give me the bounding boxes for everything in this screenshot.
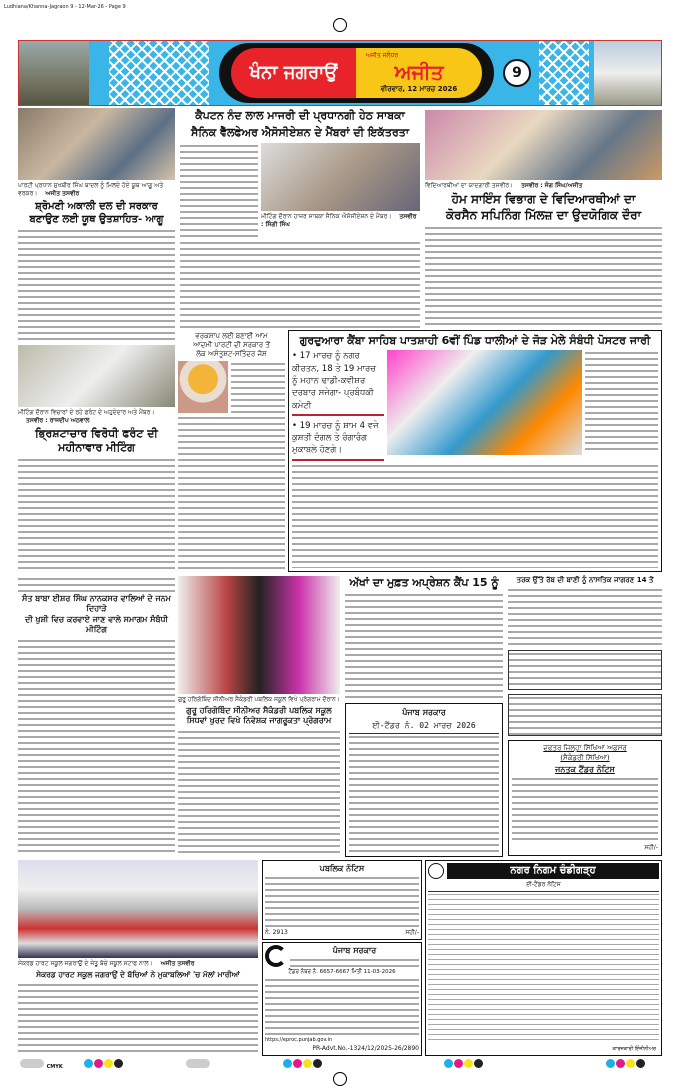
workshop-body-2: [178, 415, 285, 572]
front-caption: ਮੀਟਿੰਗ ਦੌਰਾਨ ਵਿਚਾਰਾਂ ਦੇ ਰਹੇ ਫਰੰਟ ਦੇ ਅਹੁਦੇਦਾਰ ਅਤੇ ਮੈਂਬਰ।: [18, 408, 155, 416]
school-body: [178, 729, 340, 856]
eyecamp-headline: ਅੱਖਾਂ ਦਾ ਮੁਫ਼ਤ ਅਪ੍ਰੇਸ਼ਨ ਕੈਂਪ 15 ਨੂੰ: [349, 576, 499, 589]
punjab-dept: [290, 957, 419, 967]
majri-photo-block: [261, 143, 420, 238]
eyecamp-body: [345, 592, 503, 698]
majri-credit: ਤਸਵੀਰ : ਸਿੰਗੀ ਸਿੰਘ: [261, 213, 417, 228]
homescience-headline: [425, 192, 662, 223]
headline-line: ਲੋਕ ਅਸੰਤੁਸ਼ਟ-ਸਤਿੰਦਰ ਜੋਸ਼: [196, 350, 267, 359]
masthead-pattern: [109, 41, 209, 105]
headline-line: ਸੈਨਿਕ ਵੈੱਲਫੇਅਰ ਐਸੋਸੀਏਸ਼ਨ ਦੇ ਮੈਂਬਰਾਂ ਦੀ ਇਕੱਤਰਤਾ: [191, 126, 409, 139]
workshop-headline: [178, 332, 285, 359]
mc-table: [428, 891, 659, 1044]
notice-ad-top: [508, 694, 662, 736]
headline-line: ਕੈਪਟਨ ਨੰਦ ਲਾਲ ਮਾਜਰੀ ਦੀ ਪ੍ਰਧਾਨਗੀ ਹੇਠ ਸਾਬਕਾ: [195, 109, 405, 122]
tender-details: [349, 733, 499, 853]
homescience-photo: [425, 110, 662, 180]
homescience-body: [425, 225, 662, 328]
headline-line: ਸਿਧਵਾਂ ਖੁਰਦ ਵਿਖੇ ਨਿਵੇਸ਼ਕ ਜਾਗਰੂਕਤਾ ਪ੍ਰੋਗਰਾਮ: [186, 716, 332, 726]
brand-block: [356, 48, 482, 98]
homescience-caption-block: [425, 182, 662, 190]
headline-line: ਸ਼੍ਰੋਮਣੀ ਅਕਾਲੀ ਦਲ ਦੀ ਸਰਕਾਰ: [35, 201, 158, 212]
headline-line: ਮਹੀਨਾਵਾਰ ਮੀਟਿੰਗ: [58, 441, 135, 454]
school-caption: ਗੁਰੂ ਹਰਿਗੋਬਿੰਦ ਸੀਨੀਅਰ ਸੈਕੰਡਰੀ ਪਬਲਿਕ ਸਕੂਲ ਵਿਖੇ ਪ੍ਰੋਗਰਾਮ ਦੌਰਾਨ।: [178, 696, 340, 703]
front-caption-block: [18, 409, 175, 425]
edition-name: ਖੰਨਾ ਜਗਰਾਉਂ: [231, 48, 356, 98]
masthead-photo-left: [19, 41, 89, 105]
front-photo: [18, 345, 175, 407]
district-title: ਜਨਤਕ ਟੈਂਡਰ ਨੋਟਿਸ: [555, 765, 615, 774]
sacred-headline: ਸੇਕਰਡ ਹਾਰਟ ਸਕੂਲ ਜਗਰਾਉਂ ਦੇ ਬੱਚਿਆਂ ਨੇ ਮੁਕਾਬਲਿਆਂ 'ਚ ਮੱਲਾਂ ਮਾਰੀਆਂ: [36, 970, 240, 979]
headline-line: ਦੀ ਖੁਸ਼ੀ ਵਿਚ ਕਰਵਾਏ ਜਾਣ ਵਾਲੇ ਸਮਾਗਮ ਸੰਬੰਧੀ ਮੀਟਿੰਗ: [25, 614, 168, 635]
school-story: [178, 576, 340, 856]
akali-body: [18, 228, 175, 343]
punjab-logo-icon: [265, 945, 287, 967]
district-line: ਦਫ਼ਤਰ ਜ਼ਿਲ੍ਹਾ ਸਿੱਖਿਆ ਅਫ਼ਸਰ: [543, 744, 627, 752]
gurdwara-body-right: [585, 350, 658, 450]
brand-logo: ਅਜੀਤ: [394, 60, 444, 84]
public-notice-ad: [262, 860, 422, 940]
majri-body: [180, 143, 258, 238]
mc-emblem-icon: [428, 863, 444, 879]
mc-subtitle: ਈ-ਟੈਂਡਰ ਨੋਟਿਸ: [526, 881, 561, 888]
majri-headline: [180, 107, 420, 141]
gurdwara-photo: [387, 350, 582, 455]
workshop-photo: [178, 361, 228, 413]
workshop-row: [178, 361, 285, 413]
cmyk-label: CMYK: [46, 1064, 63, 1070]
brand-sub: ਅਜੀਤ ਜਲੰਧਰ: [366, 52, 399, 59]
majri-caption-block: [261, 213, 420, 229]
punjab-url[interactable]: https://eproc.punjab.gov.in: [265, 1037, 333, 1043]
akali-caption: ਪਾਰਟੀ ਪ੍ਰਧਾਨ ਸੁਖਬੀਰ ਸਿੰਘ ਬਾਦਲ ਨੂੰ ਮਿਲਦੇ ਹੋਏ ਯੂਥ ਆਗੂ ਅਤੇ ਵਰਕਰ।: [18, 182, 164, 197]
school-headline: [178, 706, 340, 727]
sacred-story: [18, 860, 258, 1056]
sacred-credit: ਅਜੀਤ ਤਸਵੀਰ: [160, 960, 195, 967]
tarak-headline: ਤਰਕ ਉੱਤੇ ਰੱਬ ਦੀ ਬਾਣੀ ਨੂੰ ਨਾਸਤਿਕ ਜਾਗਰਣ 14 ਤੋਂ: [516, 576, 654, 584]
homescience-caption: ਵਿਦਿਆਰਥੀਆਂ ਦਾ ਯਾਦਗਾਰੀ ਤਸਵੀਰ।: [425, 182, 514, 189]
majri-body-2: [180, 240, 420, 328]
small-ad: [508, 650, 662, 690]
punjab-body: [265, 977, 419, 1036]
public-notice-title: ਪਬਲਿਕ ਨੋਟਿਸ: [319, 864, 365, 873]
workshop-story: [178, 332, 285, 572]
front-credit: ਤਸਵੀਰ : ਰਾਜਦੀਪ ਅਠਵਾਲ: [26, 416, 90, 424]
punjab-tender-line: ਟੈਂਡਰ ਨੰਬਰ ਨੰ. 6657-6667 ਮਿਤੀ 11-03-2026: [288, 969, 396, 975]
gurdwara-box: [288, 330, 662, 572]
majri-caption: ਮੀਟਿੰਗ ਦੌਰਾਨ ਹਾਜ਼ਰ ਸਾਬਕਾ ਸੈਨਿਕ ਐਸੋਸੀਏਸ਼ਨ ਦੇ ਮੈਂਬਰ।: [261, 213, 392, 220]
issue-date: ਵੀਰਵਾਰ, 12 ਮਾਰਚ 2026: [380, 85, 458, 93]
headline-line: ਕੋਰਸੈਨ ਸਪਿਨਿੰਗ ਮਿੱਲਜ਼ ਦਾ ਉਦਯੋਗਿਕ ਦੌਰਾ: [445, 207, 642, 222]
akali-photo: [18, 108, 175, 180]
mc-tender-ad: [425, 860, 662, 1056]
eyecamp-story: [345, 576, 503, 698]
mc-footer: ਕਾਰਜਕਾਰੀ ਇੰਜੀਨੀਅਰ: [612, 1046, 656, 1052]
punjab-header-text: [290, 945, 419, 967]
sacred-caption: ਸੇਕਰਡ ਹਾਰਟ ਸਕੂਲ ਜਗਰਾਉਂ ਦੇ ਜੇਤੂ ਬੱਚੇ ਸਕੂਲ ਸਟਾਫ ਨਾਲ।: [18, 960, 153, 967]
tarak-body: [508, 587, 662, 648]
headline-line: ਸੰਤ ਬਾਬਾ ਈਸ਼ਰ ਸਿੰਘ ਨਾਨਕਸਰ ਵਾਲਿਆਂ ਦੇ ਜਨਮ ਦਿਹਾੜੇ: [22, 594, 171, 614]
print-slug: Ludhiana/Khanna-Jagraon 9 - 12-Mar-26 - Page 9: [4, 4, 126, 10]
headline-line: ਹੋਮ ਸਾਇੰਸ ਵਿਭਾਗ ਦੇ ਵਿਦਿਆਰਥੀਆਂ ਦਾ: [451, 192, 636, 206]
akali-credit: ਅਜੀਤ ਤਸਵੀਰ: [45, 190, 80, 197]
page-number: 9: [503, 59, 531, 87]
headline-line: ਵਰਕਸ਼ਾਪ ਲਈ ਬਣਾਈ ਆਮ: [195, 332, 268, 340]
sacred-caption-block: [18, 960, 258, 968]
masthead-pattern: [539, 41, 589, 105]
majri-photo: [261, 143, 420, 211]
registration-mark-icon: [333, 1072, 347, 1086]
bullet-text: 19 ਮਾਰਚ ਨੂੰ ਸ਼ਾਮ 4 ਵਜੇ ਕੁਸ਼ਤੀ ਦੰਗਲ ਤੇ ਰੰਗਾਰੰਗ ਮੁਕਾਬਲੇ ਹੋਣਗੇ।: [292, 420, 379, 456]
tender-ad: [345, 703, 503, 857]
sant-story: [18, 576, 175, 856]
front-body-end: [18, 576, 175, 592]
homescience-story: [425, 110, 662, 328]
public-notice-body: [265, 875, 419, 928]
majri-row: [180, 143, 420, 238]
mc-title: ਨਗਰ ਨਿਗਮ ਚੰਡੀਗੜ੍ਹ: [447, 863, 659, 879]
headline-line: ਗੁਰੂ ਹਰਿਗੋਬਿੰਦ ਸੀਨੀਅਰ ਸੈਕੰਡਰੀ ਪਬਲਿਕ ਸਕੂਲ: [186, 706, 332, 715]
homescience-credit: ਤਸਵੀਰ : ਜੰਗ ਸਿੰਘ/ਅਜੀਤ: [521, 182, 583, 189]
sacred-body: [18, 982, 258, 1056]
district-tender-ad: [508, 740, 662, 856]
punjab-title: ਪੰਜਾਬ ਸਰਕਾਰ: [332, 946, 377, 955]
akali-headline: [18, 200, 175, 226]
tarak-story: [508, 576, 662, 690]
akali-caption-block: [18, 182, 175, 198]
gurdwara-body: [292, 463, 658, 568]
majri-story: [180, 107, 420, 328]
gurdwara-headline: ਗੁਰਦੁਆਰਾ ਕੈਂਬਾ ਸਾਹਿਬ ਪਾਤਸ਼ਾਹੀ 6ਵੀਂ ਪਿੰਡ ਧਾਲੀਆਂ ਦੇ ਜੋੜ ਮੇਲੇ ਸੰਬੰਧੀ ਪੋਸਟਰ ਜਾਰੀ: [299, 334, 651, 347]
public-notice-sign: ਸਹੀ/-: [405, 929, 419, 936]
bullet-item: • 19 ਮਾਰਚ ਨੂੰ ਸ਼ਾਮ 4 ਵਜੇ ਕੁਸ਼ਤੀ ਦੰਗਲ ਤੇ ਰੰਗਾਰੰਗ ਮੁਕਾਬਲੇ ਹੋਣਗੇ।: [292, 420, 384, 461]
sant-body: [18, 638, 175, 856]
mc-header: [428, 863, 659, 879]
district-sign: ਸਹੀ/-: [644, 844, 658, 851]
district-body: [512, 776, 658, 843]
tender-number: ਈ-ਟੈਂਡਰ ਨੰ. 02 ਮਾਰਚ 2026: [372, 721, 476, 730]
masthead-photo-right: [594, 41, 661, 105]
bullet-item: • 17 ਮਾਰਚ ਨੂੰ ਨਗਰ ਕੀਰਤਨ, 18 ਤੇ 19 ਮਾਰਚ ਨੂੰ ਮਹਾਨ ਢਾਡੀ-ਕਵੀਸ਼ਰ ਦਰਬਾਰ ਸਜੇਗਾ- ਪ੍ਰਬੰਧਕੀ ਕਮੇਟੀ: [292, 350, 384, 416]
left-column: [18, 108, 175, 572]
masthead: [18, 40, 662, 106]
tender-title: ਪੰਜਾਬ ਸਰਕਾਰ: [402, 708, 446, 717]
headline-line: ਬਣਾਉਣ ਲਈ ਯੂਥ ਉਤਸ਼ਾਹਿਤ- ਆਗੂ: [29, 214, 164, 225]
workshop-body: [231, 361, 285, 413]
front-headline: [18, 427, 175, 456]
headline-line: ਆਦਮੀ ਪਾਰਟੀ ਦੀ ਸਰਕਾਰ ਤੋਂ: [193, 341, 270, 350]
punjab-header: [265, 945, 419, 967]
front-body: [18, 457, 175, 572]
punjab-ad: [262, 942, 422, 1056]
headline-line: ਭ੍ਰਿਸ਼ਟਾਚਾਰ ਵਿਰੋਧੀ ਫਰੰਟ ਦੀ: [35, 426, 158, 440]
school-photo: [178, 576, 340, 694]
district-line: (ਸੈਕੰਡਰੀ ਸਿੱਖਿਆ): [560, 754, 610, 762]
sant-headline: [18, 594, 175, 636]
registration-mark-icon: [333, 18, 347, 32]
cmyk-color-bar: [20, 1059, 660, 1069]
gurdwara-bullets: [292, 350, 384, 461]
sacred-photo: [18, 860, 258, 958]
public-notice-ref: ਨੰ. 2913: [265, 929, 288, 936]
punjab-advt: PR-Advt.No.-1324/12/2025-26/2890: [312, 1045, 419, 1052]
bullet-text: 17 ਮਾਰਚ ਨੂੰ ਨਗਰ ਕੀਰਤਨ, 18 ਤੇ 19 ਮਾਰਚ ਨੂੰ ਮਹਾਨ ਢਾਡੀ-ਕਵੀਸ਼ਰ ਦਰਬਾਰ ਸਜੇਗਾ- ਪ੍ਰਬੰਧਕੀ ਕਮੇਟੀ: [292, 351, 376, 411]
public-notice-footer: [265, 929, 419, 937]
gurdwara-row: [292, 350, 658, 461]
